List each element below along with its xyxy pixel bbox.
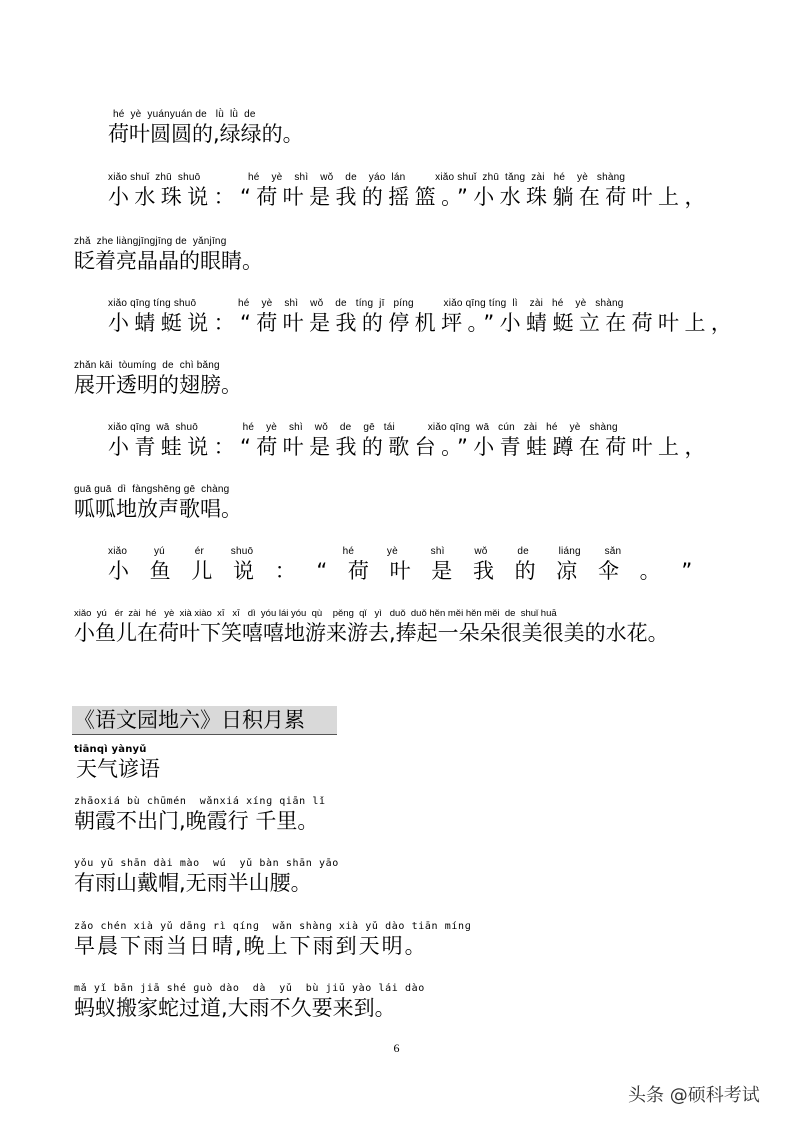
proverb-4: 蚂蚁搬家蛇过道,大雨不久要来到。: [74, 996, 396, 1020]
text-line-7: 呱呱地放声歌唱。: [74, 497, 242, 521]
pinyin-line-1: hé yè yuányuán de lǜ lǜ de: [113, 109, 256, 120]
pinyin-line-7: ɡuā ɡuā dì fànɡshēnɡ ɡē chànɡ: [74, 484, 230, 495]
watermark: 头条 @硕科考试: [628, 1085, 760, 1106]
proverb-3: 早晨下雨当日晴,晚上下雨到天明。: [74, 934, 428, 958]
proverb-1: 朝霞不出门,晚霞行 千里。: [74, 809, 319, 833]
text-line-5: 展开透明的翅膀。: [74, 373, 242, 397]
proverb-pinyin-1: zhāoxiá bù chūmén wǎnxiá xínɡ qiān lǐ: [74, 796, 326, 807]
proverb-pinyin-2: yǒu yǔ shān dài mào wú yǔ bàn shān yāo: [74, 858, 339, 869]
pinyin-line-5: zhǎn kāi tòumínɡ de chì bǎnɡ: [74, 360, 220, 371]
subtitle-pinyin: tiānqì yànyǔ: [74, 744, 147, 755]
pinyin-line-2: xiǎo shuǐ zhū shuō hé yè shì wǒ de yáo lán xiǎo shuǐ zhū tǎnɡ zài hé yè shànɡ: [108, 172, 626, 183]
section-heading-text: 《语文园地六》日积月累: [74, 708, 305, 732]
text-line-3: 眨着亮晶晶的眼睛。: [74, 249, 263, 273]
page-number: 6: [393, 1041, 400, 1055]
pinyin-line-6: xiǎo qīnɡ wā shuō hé yè shì wǒ de ɡē tái xiǎo qīnɡ wā cún zài hé yè shànɡ: [108, 422, 618, 433]
section-heading: [72, 706, 337, 735]
text-line-6: 小青蛙说：“荷叶是我的歌台。”小青蛙蹲在荷叶上，: [108, 435, 711, 459]
proverb-pinyin-3: zǎo chén xià yǔ dānɡ rì qínɡ wǎn shànɡ xià yǔ dào tiān mínɡ: [74, 921, 472, 932]
pinyin-line-4: xiǎo qīnɡ tínɡ shuō hé yè shì wǒ de tínɡ jī pínɡ xiǎo qīnɡ tínɡ lì zài hé yè shànɡ: [108, 298, 624, 309]
text-line-4: 小蜻蜓说：“荷叶是我的停机坪。”小蜻蜓立在荷叶上，: [108, 311, 738, 335]
subtitle: 天气谚语: [76, 757, 160, 781]
text-line-1: 荷叶圆圆的,绿绿的。: [108, 122, 304, 146]
pinyin-line-9: xiǎo yú ér zài hé yè xià xiào xī xī dì yóu lái yóu qù pěnɡ qǐ yì duǒ duǒ hěn měi hěn měi de shuǐ huā: [74, 608, 557, 619]
pinyin-line-3: zhǎ zhe liànɡjīnɡjīnɡ de yǎnjīnɡ: [74, 236, 227, 247]
text-line-9: 小鱼儿在荷叶下笑嘻嘻地游来游去,捧起一朵朵很美很美的水花。: [74, 621, 669, 645]
proverb-2: 有雨山戴帽,无雨半山腰。: [74, 871, 312, 895]
pinyin-line-8: xiǎo yú ér shuō hé yè shì wǒ de liánɡ sǎn: [108, 546, 622, 557]
text-line-8: 小 鱼 儿 说 ： “ 荷 叶 是 我 的 凉 伞 。 ”: [108, 559, 693, 583]
text-line-2: 小水珠说：“荷叶是我的摇篮。”小水珠躺在荷叶上，: [108, 185, 711, 209]
proverb-pinyin-4: mǎ yǐ bān jiā shé ɡuò dào dà yǔ bù jiǔ yào lái dào: [74, 983, 425, 994]
